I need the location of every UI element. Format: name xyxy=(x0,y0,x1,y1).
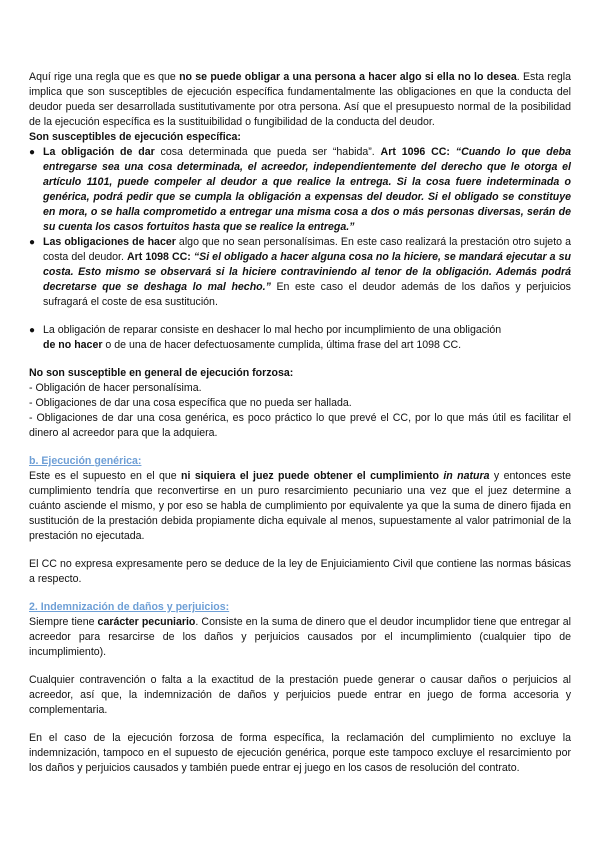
section-heading-generica: b. Ejecución genérica: xyxy=(29,455,142,467)
intro-bold: no se puede obligar a una persona a hacer algo si ella no lo desea xyxy=(179,71,517,83)
generica-paragraph xyxy=(29,469,571,544)
intro-paragraph xyxy=(29,70,571,130)
generica-paragraph-2: El CC no expresa expresamente pero se deduce de la ley de Enjuiciamiento Civil que contiene las normas básicas a respecto. xyxy=(29,558,571,585)
indemnizacion-bold: carácter pecuniario xyxy=(97,616,196,628)
susceptibles-heading: Son susceptibles de ejecución específica: xyxy=(29,131,241,143)
bullet-obligacion-dar xyxy=(29,145,571,235)
list-item: - Obligación de hacer personalísima. xyxy=(29,382,202,394)
bullet2-bold: Las obligaciones de hacer xyxy=(43,236,176,248)
bullet3-text: La obligación de reparar consiste en deshacer lo mal hecho por incumplimiento de una obligación xyxy=(43,324,502,336)
indemnizacion-paragraph-3: En el caso de la ejecución forzosa de forma específica, la reclamación del cumplimiento no excluye la indemnización, tampoco en el supuesto de ejecución genérica, porque este tampoco excluye el resarcimiento por los daños y perjuicios causados y también puede entrar ej juego en los casos de resolución del contrato. xyxy=(29,732,571,774)
indemnizacion-paragraph xyxy=(29,615,571,660)
bullet2-text: algo que no sean personalísimas. En este caso realizará la prestación otro sujeto a costa del deudor. xyxy=(43,236,571,263)
bullet2-article: Art 1098 CC: xyxy=(126,251,194,263)
generica-bold: ni siquiera el juez puede obtener el cumplimiento xyxy=(181,470,444,482)
intro-text-2: . Esta regla implica que son susceptibles de ejecución específica fundamentalmente las obligaciones en que la conducta del deudor pueda ser desarrollada sustitutivamente por otra persona. Así que el presupuesto normal de la posibilidad de la ejecución específica es la sustituibilidad o fungibilidad de la conducta del deudor. xyxy=(29,71,571,128)
indemnizacion-paragraph-2: Cualquier contravención o falta a la exactitud de la prestación puede generar o causar daños o perjuicios al acreedor, así que, la indemnización de daños y perjuicios puede entrar en juego de forma accesoria y complementaria. xyxy=(29,674,571,716)
indemnizacion-text-2: . Consiste en la suma de dinero que el deudor incumplidor tiene que entregar al acreedor para resarcirse de los daños y perjuicios causados por el incumplimiento (cualquier tipo de incumplimiento). xyxy=(29,616,572,658)
bullet1-bold: La obligación de dar xyxy=(43,146,155,158)
section-heading-indemnizacion: 2. Indemnización de daños y perjuicios: xyxy=(29,601,230,613)
bullet-obligaciones-hacer xyxy=(29,235,571,310)
list-item: - Obligaciones de dar una cosa genérica, es poco práctico lo que prevé el CC, por lo que más útil es facilitar el dinero al acreedor para que la adquiera. xyxy=(29,412,571,439)
document-page xyxy=(29,70,571,776)
list-item: - Obligaciones de dar una cosa específica que no pueda ser hallada. xyxy=(29,397,352,409)
bullet2-quote: “Si el obligado a hacer alguna cosa no la hiciere, se mandará ejecutar a su costa. Esto mismo se observará si la hiciere contraviniendo al tenor de la obligación. Además podrá decretarse que se deshaga lo mal hecho.” xyxy=(43,251,571,293)
generica-text-2: y entonces este cumplimiento tendría que reconvertirse en un puro resarcimiento pecuniario una vez que el juez determine a cuánto asciende el mismo, y por eso se habla de cumplimiento por equivalente ya que la suma de dinero fijada en sustitución de la prestación debida propiamente dicha equivale al menos, supuestamente al valor patrimonial de la prestación no ejecutada. xyxy=(29,470,572,542)
bullet3-text-2: o de una de hacer defectuosamente cumplida, última frase del art 1098 CC. xyxy=(102,339,462,351)
bullet1-text: cosa determinada que pueda ser “habida”. xyxy=(154,146,381,158)
bullet-icon: ● xyxy=(29,325,36,336)
bullet-obligacion-reparar xyxy=(29,323,571,353)
bullet3-bold: de no hacer xyxy=(43,339,103,351)
bullet-icon: ● xyxy=(29,237,36,248)
generica-text: Este es el supuesto en el que xyxy=(29,470,182,482)
bullet1-article: Art 1096 CC: xyxy=(380,146,456,158)
no-susceptible-heading: No son susceptible en general de ejecución forzosa: xyxy=(29,367,294,379)
bullet2-text-2: En este caso el deudor además de los daños y perjuicios sufragará el coste de esa sustitución. xyxy=(43,281,571,308)
indemnizacion-text: Siempre tiene xyxy=(29,616,98,628)
bullet-icon: ● xyxy=(29,147,36,158)
generica-bold-italic: in natura xyxy=(443,470,490,482)
intro-text: Aquí rige una regla que es que xyxy=(29,71,180,83)
bullet1-quote: “Cuando lo que deba entregarse sea una cosa determinada, el acreedor, independientemente del derecho que le otorga el artículo 1101, puede compeler al deudor a que realice la entrega. Si la cosa fuere indeterminada o genérica, podrá pedir que se cumpla la obligación a expensas del deudor. Si el obligado se constituye en mora, o se halla comprometido a entregar una misma cosa a dos o más personas diversas, serán de su cuenta los casos fortuitos hasta que se realice la entrega.” xyxy=(43,146,572,233)
